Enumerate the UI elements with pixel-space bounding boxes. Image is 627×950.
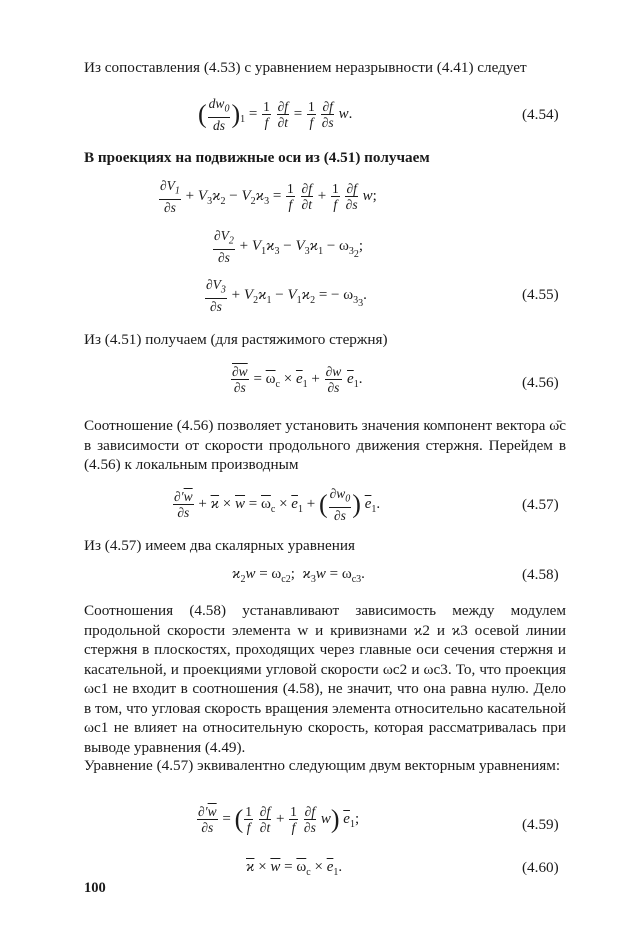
paragraph-relations: Соотношения (4.58) устанавливают зависимость между модулем продольной скорости элемента w и кривизнами ϰ2 и ϰ3 осевой линии стержня в плоскостях, проходящих через главные оси сечения стержня и касательной, и проекциями угловой скорости ωc2 и ωc3. То, что проекция ωc1 не входит в соотношения (4.58), не значит, что она равна нулю. Дело в том, что угловая скорость вращения элемента относительно касательной ωc1 не влияет на относительную скорость, которая рассматривалась при выводе уравнения (4.49). xyxy=(84,602,566,756)
equation-4-60: $\overline{ϰ} \times \overline{w} = \overline{\omega}_c \times \overline{e}_1$. xyxy=(246,859,343,878)
equation-4-55-line-1: $\frac{\partial V_1}{\partial s}$ + $V_3ϰ_2 - V_2ϰ_3$ = $\frac{1}{f}$ $\frac{\partial f}{\partial t}$ + $\frac{1}{f}$ $\frac{\partial f}{\partial s}$ w; xyxy=(160,178,377,215)
paragraph-scalar: Из (4.57) имеем два скалярных уравнения xyxy=(84,537,355,554)
equation-4-54: ( $\frac{dw_0}{ds}$ )$_1$ = $\frac{1}{f}$ $\frac{\partial f}{\partial t}$ = $\frac{1}{f}$ $\frac{\partial f}{\partial s}$ w. xyxy=(198,96,353,133)
paragraph-components: Соотношение (4.56) позволяет установить значения компонент вектора ω̄c в зависимости от скорости продольного движения стержня. Перейдем в (4.56) к локальным производным xyxy=(84,417,566,473)
equation-4-55-line-3: $\frac{\partial V_3}{\partial s}$ + $V_2ϰ_1 - V_1ϰ_2$ = − $\omega_{3_3}$. xyxy=(206,277,367,314)
equation-4-55-line-2: $\frac{\partial V_2}{\partial s}$ + $V_1ϰ_3 - V_3ϰ_1 - \omega_{3_2}$; xyxy=(214,228,364,265)
paragraph-extensible: Из (4.51) получаем (для растяжимого стержня) xyxy=(84,331,388,348)
equation-4-59: $\frac{\partial'\overline{w}}{\partial s}$ = ( $\frac{1}{f}$ $\frac{\partial f}{\partial t}$ + $\frac{1}{f}$ $\frac{\partial f}{\partial s}$ w) $\overline{e}_1$; xyxy=(198,804,360,835)
equation-number: (4.55) xyxy=(522,286,559,303)
paragraph-vector-equations: Уравнение (4.57) эквивалентно следующим двум векторным уравнениям: xyxy=(84,757,561,774)
equation-number: (4.59) xyxy=(522,816,559,833)
equation-number: (4.57) xyxy=(522,496,559,513)
paragraph-continuity: Из сопоставления (4.53) с уравнением неразрывности (4.41) следует xyxy=(84,59,527,76)
equation-number: (4.54) xyxy=(522,106,559,123)
equation-number: (4.56) xyxy=(522,374,559,391)
equation-4-58: $ϰ_2w = \omega_{c2}$; $ϰ_3w = \omega_{c3}$. xyxy=(232,566,365,585)
paragraph-projections: В проекциях на подвижные оси из (4.51) получаем xyxy=(84,149,430,166)
equation-number: (4.58) xyxy=(522,566,559,583)
equation-4-56: $\frac{\partial w}{\partial s}$ = $\overline{\omega}_c \times \overline{e}_1$ + $\frac{\partial w}{\partial s}$ $\overline{e}_1$. xyxy=(232,364,363,395)
equation-number: (4.60) xyxy=(522,859,559,876)
equation-4-57: $\frac{\partial'\overline{w}}{\partial s}$ + $\overline{ϰ} \times \overline{w} = \overline{\omega}_c \times \overline{e}_1$ + ( $\frac{\partial w_0}{\partial s}$ ) $\overline{e}_1$. xyxy=(174,486,381,523)
page-number: 100 xyxy=(84,880,106,896)
